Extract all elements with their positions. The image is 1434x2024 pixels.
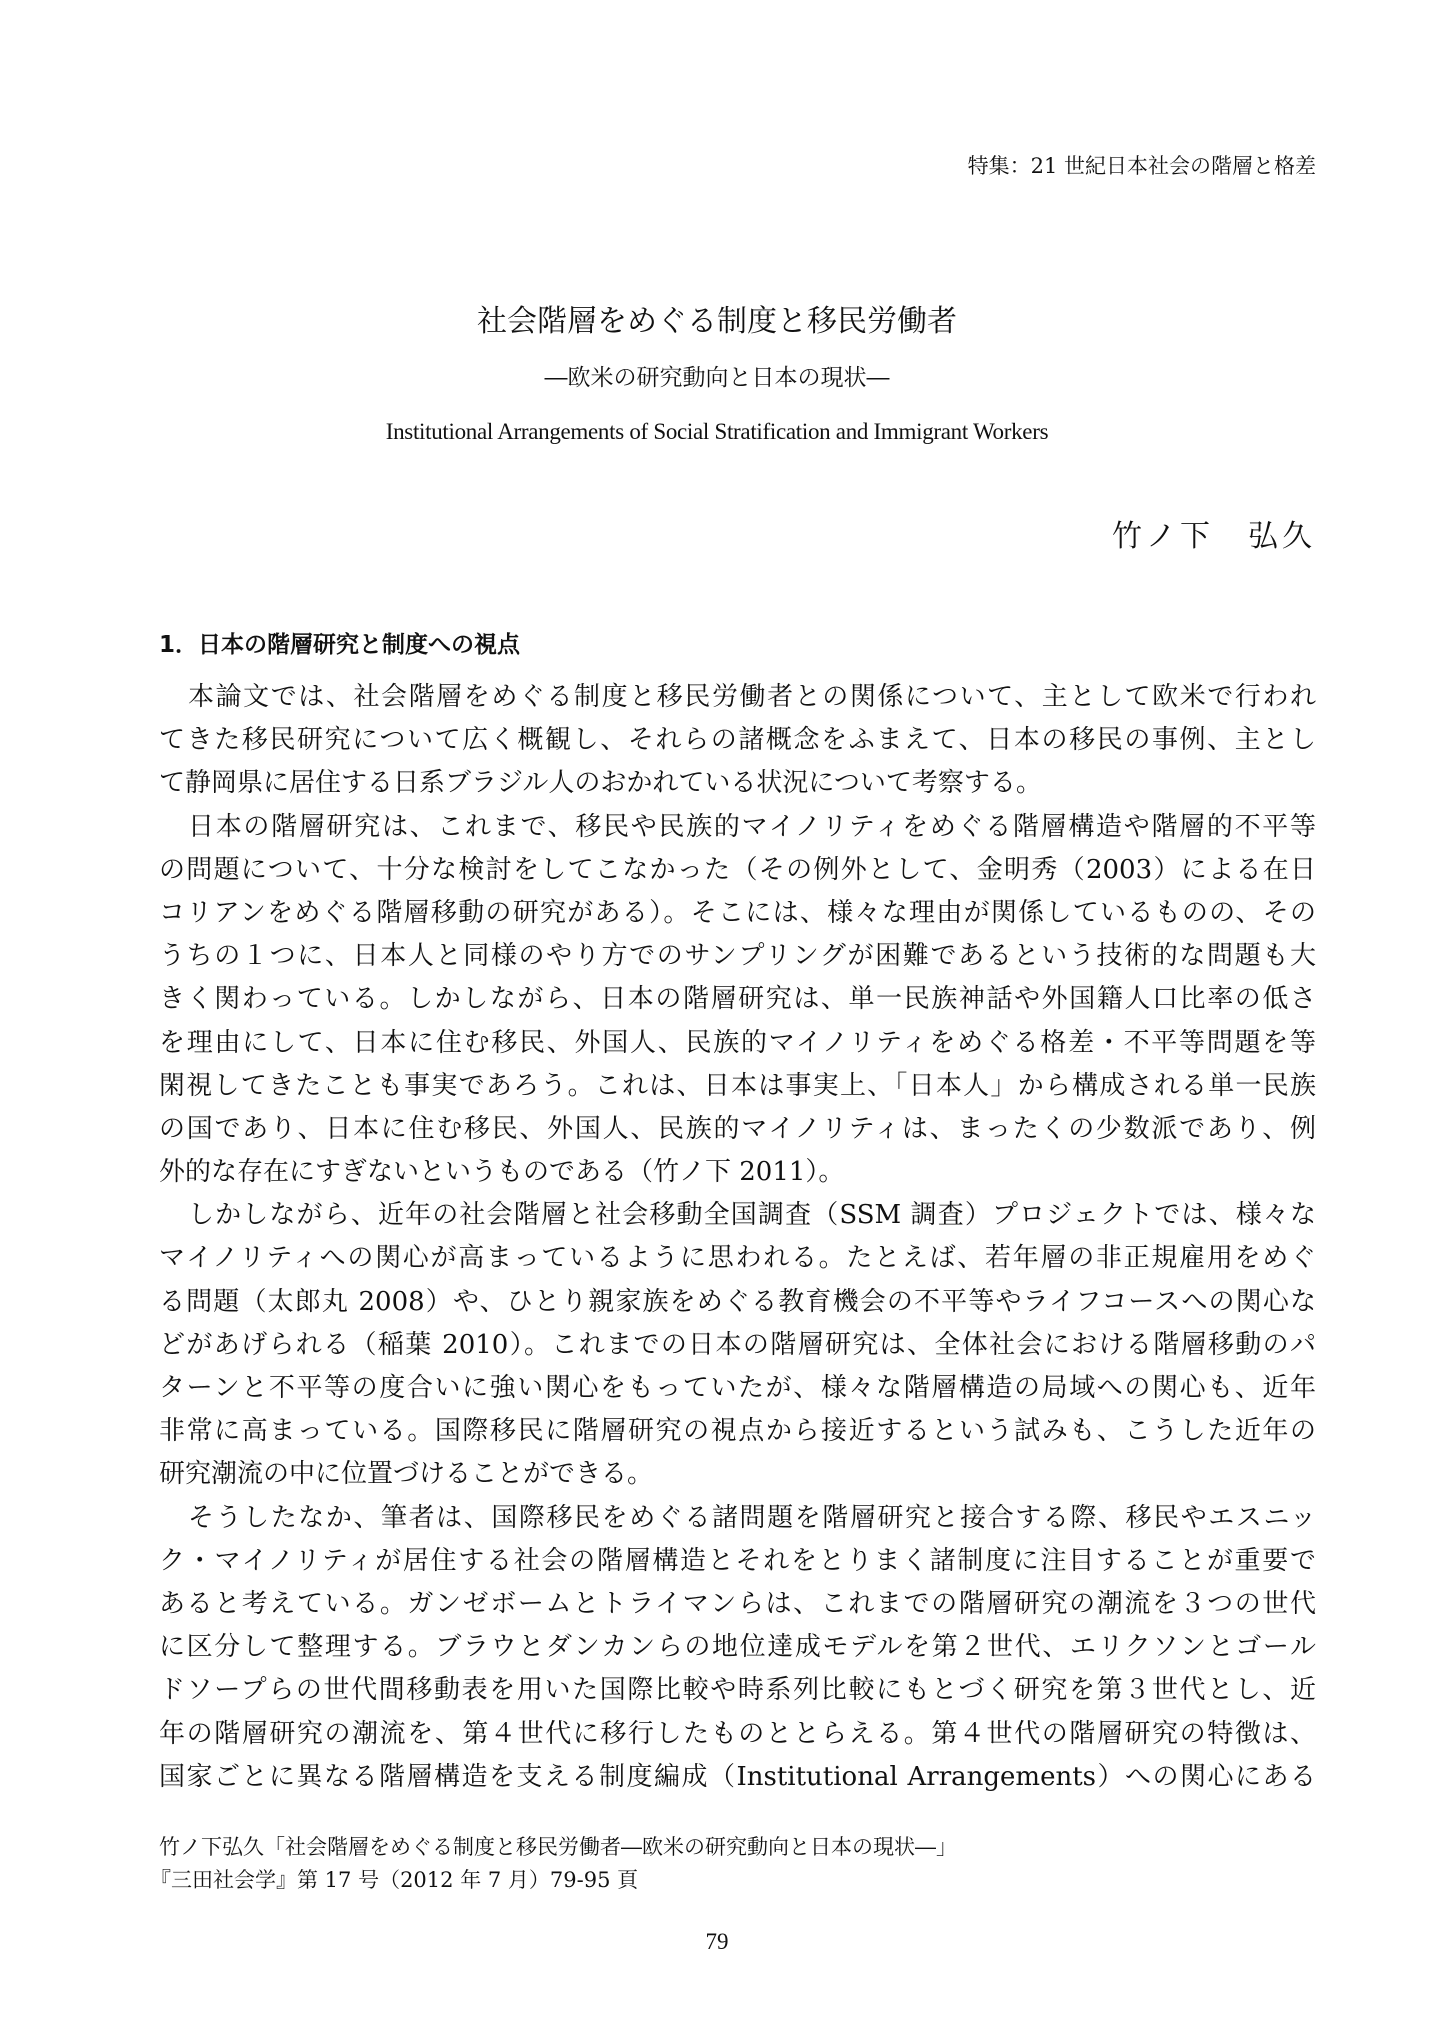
article-title: 社会階層をめぐる制度と移民労働者 <box>477 304 957 339</box>
text-line: 非常に高まっている。国際移民に階層研究の視点から接近するという試みも、こうした近年の <box>159 1416 1316 1447</box>
text-line: きく関わっている。しかしながら、日本の階層研究は、単一民族神話や外国籍人口比率の低さ <box>159 984 1316 1015</box>
text-line: を理由にして、日本に住む移民、外国人、民族的マイノリティをめぐる格差・不平等問題を等 <box>159 1027 1316 1058</box>
citation-line-2: 『三田社会学』第 17 号（2012 年 7 月）79-95 頁 <box>150 1868 639 1892</box>
text-line: ク・マイノリティが居住する社会の階層構造とそれをとりまく諸制度に注目することが重要で <box>159 1545 1316 1576</box>
text-line: うちの１つに、日本人と同様のやり方でのサンプリングが困難であるという技術的な問題も大 <box>159 941 1316 972</box>
article-subtitle: ―欧米の研究動向と日本の現状― <box>544 365 890 391</box>
text-line: あると考えている。ガンゼボームとトライマンらは、これまでの階層研究の潮流を３つの世代 <box>159 1588 1316 1619</box>
text-line: そうしたなか、筆者は、国際移民をめぐる諸問題を階層研究と接合する際、移民やエスニッ <box>188 1502 1316 1533</box>
body-text <box>159 676 1316 1799</box>
author-name: 竹ノ下 弘久 <box>1112 519 1316 554</box>
text-line: の国であり、日本に住む移民、外国人、民族的マイノリティは、まったくの少数派であり、例 <box>159 1113 1316 1144</box>
text-line: どがあげられる（稲葉 2010）。これまでの日本の階層研究は、全体社会における階層移動のパ <box>159 1329 1316 1360</box>
text-line: 日本の階層研究は、これまで、移民や民族的マイノリティをめぐる階層構造や階層的不平等 <box>188 811 1316 842</box>
text-line: マイノリティへの関心が高まっているように思われる。たとえば、若年層の非正規雇用をめぐ <box>159 1243 1316 1274</box>
text-line: 国家ごとに異なる階層構造を支える制度編成（Institutional Arrangements）への関心にある <box>159 1761 1316 1792</box>
running-head: 特集：21 世紀日本社会の階層と格差 <box>967 154 1316 178</box>
text-line: 本論文では、社会階層をめぐる制度と移民労働者との関係について、主として欧米で行われ <box>188 682 1316 712</box>
section-heading: 1．日本の階層研究と制度への視点 <box>159 632 521 658</box>
text-line: ターンと不平等の度合いに強い関心をもっていたが、様々な階層構造の局域への関心も、近年 <box>159 1373 1316 1403</box>
text-line: 年の階層研究の潮流を、第４世代に移行したものととらえる。第４世代の階層研究の特徴は、 <box>159 1718 1316 1749</box>
citation-line-1: 竹ノ下弘久「社会階層をめぐる制度と移民労働者―欧米の研究動向と日本の現状―」 <box>159 1835 957 1859</box>
text-line: ドソープらの世代間移動表を用いた国際比較や時系列比較にもとづく研究を第３世代とし、近 <box>159 1675 1316 1706</box>
text-line: コリアンをめぐる階層移動の研究がある）。そこには、様々な理由が関係しているものの、その <box>159 897 1316 928</box>
text-line: る問題（太郎丸 2008）や、ひとり親家族をめぐる教育機会の不平等やライフコースへの関心な <box>159 1286 1316 1317</box>
text-line: に区分して整理する。ブラウとダンカンらの地位達成モデルを第２世代、エリクソンとゴール <box>159 1632 1316 1663</box>
english-title: Institutional Arrangements of Social Stratification and Immigrant Workers <box>385 419 1049 444</box>
text-line: て静岡県に居住する日系ブラジル人のおかれている状況について考察する。 <box>159 768 1042 799</box>
text-line: の問題について、十分な検討をしてこなかった（その例外として、金明秀（2003）による在日 <box>159 854 1316 885</box>
text-line: 外的な存在にすぎないというものである（竹ノ下 2011）。 <box>159 1157 845 1188</box>
text-line: 研究潮流の中に位置づけることができる。 <box>159 1459 654 1490</box>
page-number: 79 <box>705 1929 729 1954</box>
text-line: しかしながら、近年の社会階層と社会移動全国調査（SSM 調査）プロジェクトでは、様々な <box>188 1200 1316 1231</box>
text-line: 閑視してきたことも事実であろう。これは、日本は事実上、「日本人」から構成される単一民族 <box>159 1070 1316 1101</box>
text-line: てきた移民研究について広く概観し、それらの諸概念をふまえて、日本の移民の事例、主とし <box>159 725 1316 756</box>
